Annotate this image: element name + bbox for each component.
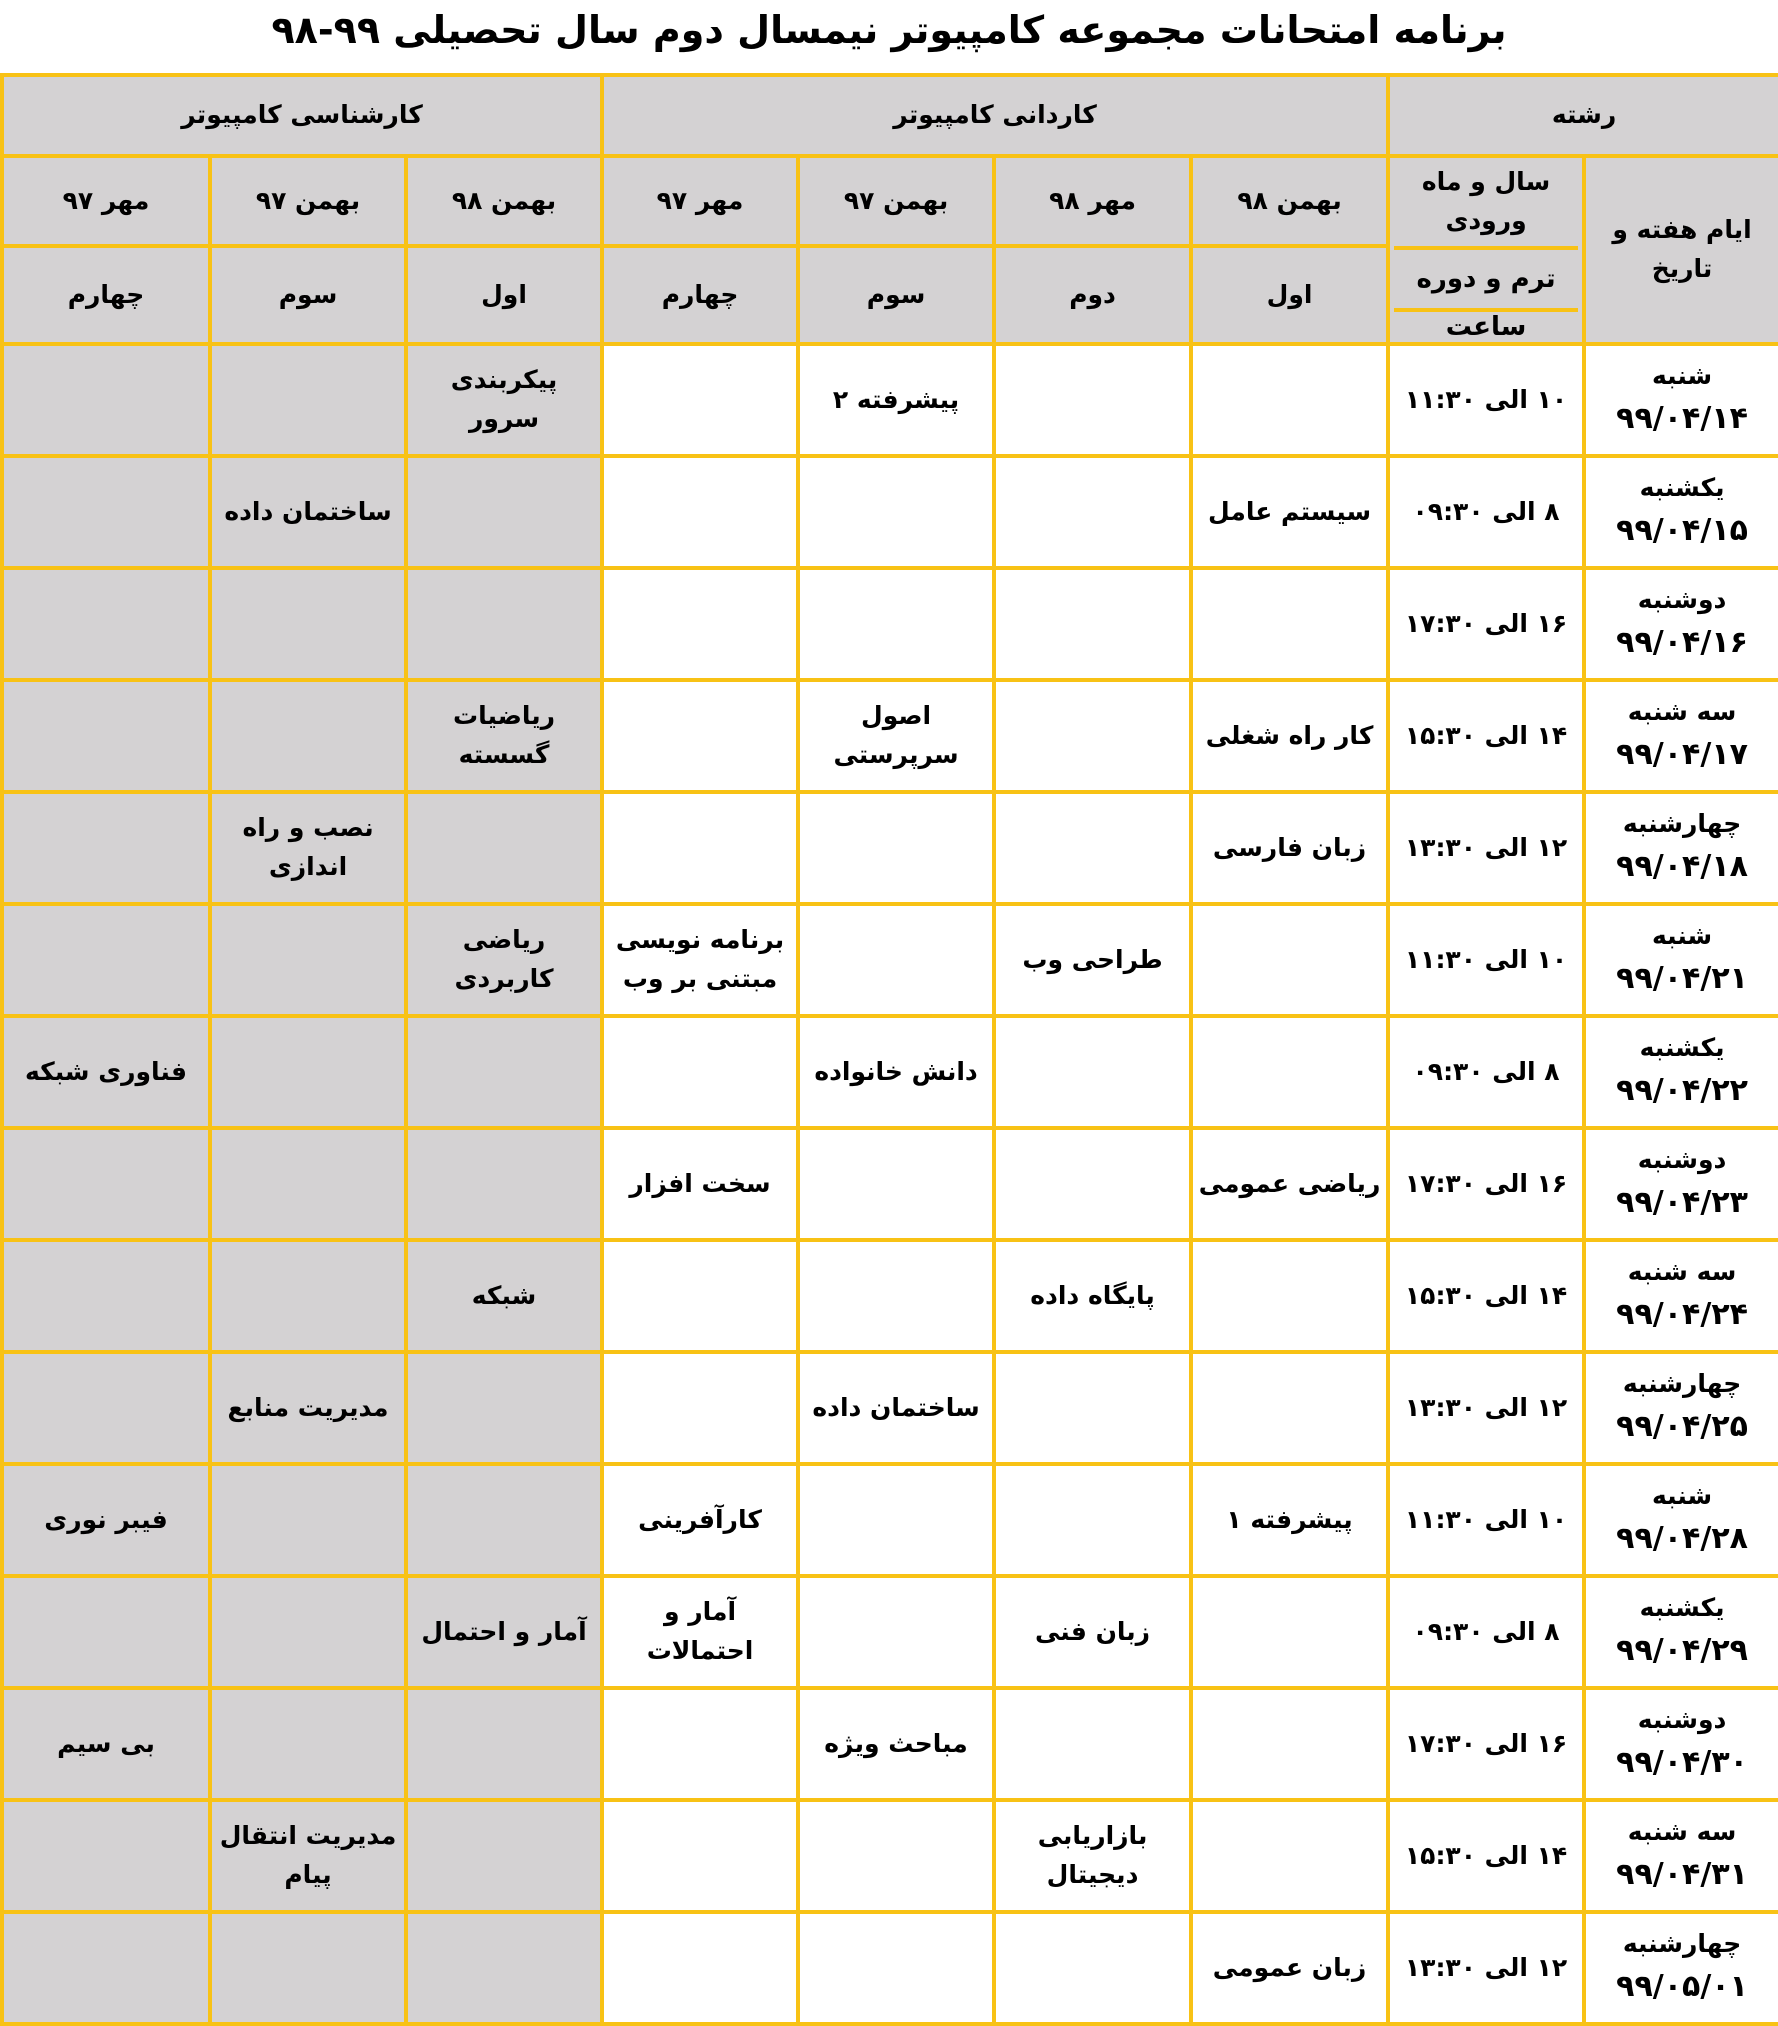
table-row [2,792,1778,904]
course-cell [1191,1800,1388,1912]
course-cell [798,904,994,1016]
time-cell: ۱۲ الی ۱۳:۳۰ [1388,1352,1584,1464]
day-date-cell [1584,904,1778,1016]
course-cell: آمار و احتمالات [602,1576,798,1688]
time-cell: ۱۶ الی ۱۷:۳۰ [1388,568,1584,680]
time-cell: ۱۰ الی ۱۱:۳۰ [1388,344,1584,456]
time-cell: ۱۶ الی ۱۷:۳۰ [1388,1688,1584,1800]
day-name: دوشنبه [1637,1705,1727,1735]
course-cell [1191,1352,1388,1464]
course-cell: پایگاه داده [994,1240,1191,1352]
course-cell [994,1464,1191,1576]
exam-schedule-table [0,73,1778,2026]
day-date-cell [1584,1240,1778,1352]
course-cell [2,1128,210,1240]
exam-date: ۹۹/۰۴/۲۱ [1616,961,1748,997]
time-cell: ۱۲ الی ۱۳:۳۰ [1388,1912,1584,2024]
exam-date: ۹۹/۰۴/۲۸ [1616,1521,1748,1557]
exam-date: ۹۹/۰۴/۱۸ [1616,849,1748,885]
time-cell: ۱۴ الی ۱۵:۳۰ [1388,680,1584,792]
time-cell: ۱۰ الی ۱۱:۳۰ [1388,904,1584,1016]
time-cell: ۸ الی ۰۹:۳۰ [1388,456,1584,568]
course-cell: طراحی وب [994,904,1191,1016]
time-cell: ۸ الی ۰۹:۳۰ [1388,1016,1584,1128]
course-cell [210,1464,406,1576]
course-cell [406,1800,602,1912]
course-cell [406,456,602,568]
course-cell [1191,1016,1388,1128]
exam-date: ۹۹/۰۴/۱۵ [1616,513,1748,549]
field-header: رشته [1388,75,1778,156]
time-cell: ۸ الی ۰۹:۳۰ [1388,1576,1584,1688]
table-row [2,1688,1778,1800]
course-cell [2,344,210,456]
course-cell [210,904,406,1016]
exam-date: ۹۹/۰۴/۲۲ [1616,1073,1748,1109]
course-cell [994,680,1191,792]
time-cell: ۱۴ الی ۱۵:۳۰ [1388,1800,1584,1912]
table-row [2,904,1778,1016]
course-cell: کارآفرینی [602,1464,798,1576]
day-date-cell [1584,1688,1778,1800]
course-cell [994,1016,1191,1128]
course-cell [210,680,406,792]
course-cell [994,568,1191,680]
course-cell: فیبر نوری [2,1464,210,1576]
day-name: یکشنبه [1639,1593,1725,1623]
course-cell [2,680,210,792]
entry-cell: بهمن ۹۸ [1191,156,1388,246]
course-cell [1191,904,1388,1016]
course-cell [994,456,1191,568]
course-cell: پیشرفته ۲ [798,344,994,456]
course-cell: فناوری شبکه [2,1016,210,1128]
day-date-cell [1584,1464,1778,1576]
schedule-body [2,344,1778,2024]
course-cell: مدیریت انتقال پیام [210,1800,406,1912]
bachelor-header: کارشناسی کامپیوتر [2,75,602,156]
day-name: سه شنبه [1627,1257,1737,1287]
day-name: چهارشنبه [1622,1929,1742,1959]
course-cell: ساختمان داده [798,1352,994,1464]
course-cell [602,1240,798,1352]
day-name: یکشنبه [1639,1033,1725,1063]
time-cell: ۱۰ الی ۱۱:۳۰ [1388,1464,1584,1576]
entry-cell: مهر ۹۷ [2,156,210,246]
day-name: شنبه [1651,361,1713,391]
course-cell [602,1688,798,1800]
course-cell [798,456,994,568]
course-cell [602,1800,798,1912]
table-row [2,1352,1778,1464]
day-name: سه شنبه [1627,697,1737,727]
exam-date: ۹۹/۰۴/۳۱ [1616,1857,1748,1893]
course-cell: بازاریابی دیجیتال [994,1800,1191,1912]
course-cell [1191,1688,1388,1800]
course-cell: زبان فارسی [1191,792,1388,904]
course-cell: نصب و راه اندازی [210,792,406,904]
day-date-header: ایام هفته و تاریخ [1584,156,1778,344]
table-row [2,568,1778,680]
course-cell: ریاضیات گسسته [406,680,602,792]
course-cell [602,344,798,456]
day-name: یکشنبه [1639,473,1725,503]
exam-date: ۹۹/۰۴/۱۷ [1616,737,1748,773]
entry-label: سال و ماه ورودی [1394,158,1578,250]
course-cell: ساختمان داده [210,456,406,568]
term-cell: سوم [798,246,994,344]
course-cell [994,1128,1191,1240]
course-cell [406,1688,602,1800]
course-cell [210,1128,406,1240]
entry-cell: بهمن ۹۷ [798,156,994,246]
course-cell: پیشرفته ۱ [1191,1464,1388,1576]
table-row [2,456,1778,568]
course-cell: برنامه نویسی مبتنی بر وب [602,904,798,1016]
day-date-cell [1584,1128,1778,1240]
course-cell [210,568,406,680]
course-cell [210,1016,406,1128]
term-cell: چهارم [602,246,798,344]
course-cell [994,344,1191,456]
exam-date: ۹۹/۰۴/۲۹ [1616,1633,1748,1669]
table-row [2,344,1778,456]
term-cell: سوم [210,246,406,344]
day-date-cell [1584,1352,1778,1464]
course-cell [406,568,602,680]
term-label: ترم و دوره [1394,250,1578,312]
exam-date: ۹۹/۰۴/۲۴ [1616,1297,1748,1333]
course-cell [1191,568,1388,680]
course-cell [994,1352,1191,1464]
course-cell [210,1688,406,1800]
course-cell [210,344,406,456]
table-row [2,1464,1778,1576]
course-cell [406,1464,602,1576]
day-date-cell [1584,1912,1778,2024]
course-cell [994,1912,1191,2024]
course-cell [602,792,798,904]
time-cell: ۱۲ الی ۱۳:۳۰ [1388,792,1584,904]
course-cell [210,1912,406,2024]
course-cell: شبکه [406,1240,602,1352]
course-cell [1191,1576,1388,1688]
course-cell: مدیریت منابع [210,1352,406,1464]
entry-cell: مهر ۹۷ [602,156,798,246]
day-name: دوشنبه [1637,585,1727,615]
exam-date: ۹۹/۰۴/۲۵ [1616,1409,1748,1445]
day-date-cell [1584,568,1778,680]
course-cell: بی سیم [2,1688,210,1800]
exam-date: ۹۹/۰۴/۱۶ [1616,625,1748,661]
course-cell [406,1912,602,2024]
course-cell [210,1576,406,1688]
course-cell [798,1576,994,1688]
course-cell [210,1240,406,1352]
course-cell [602,1016,798,1128]
day-name: شنبه [1651,921,1713,951]
course-cell [602,1352,798,1464]
exam-date: ۹۹/۰۵/۰۱ [1616,1969,1748,2005]
course-cell [2,1800,210,1912]
day-name: چهارشنبه [1622,809,1742,839]
course-cell [406,792,602,904]
course-cell: اصول سرپرستی [798,680,994,792]
day-date-cell [1584,680,1778,792]
table-row [2,1240,1778,1352]
term-cell: چهارم [2,246,210,344]
course-cell [2,1576,210,1688]
exam-date: ۹۹/۰۴/۱۴ [1616,401,1748,437]
course-cell [2,568,210,680]
exam-date: ۹۹/۰۴/۳۰ [1616,1745,1748,1781]
day-name: شنبه [1651,1481,1713,1511]
day-name: چهارشنبه [1622,1369,1742,1399]
course-cell: آمار و احتمال [406,1576,602,1688]
page-title: برنامه امتحانات مجموعه کامپیوتر نیمسال دوم سال تحصیلی ۹۹-۹۸ [271,8,1507,52]
course-cell [602,1912,798,2024]
course-cell [994,1688,1191,1800]
day-date-cell [1584,344,1778,456]
course-cell [406,1016,602,1128]
course-cell [2,456,210,568]
course-cell: سخت افزار [602,1128,798,1240]
course-cell: ریاضی عمومی [1191,1128,1388,1240]
course-cell [798,1464,994,1576]
course-cell [406,1352,602,1464]
course-cell: کار راه شغلی [1191,680,1388,792]
course-cell [602,456,798,568]
term-cell: دوم [994,246,1191,344]
course-cell [602,568,798,680]
day-date-cell [1584,456,1778,568]
course-cell [798,1912,994,2024]
table-row [2,1800,1778,1912]
course-cell: ریاضی کاربردی [406,904,602,1016]
entry-cell: بهمن ۹۷ [210,156,406,246]
hour-label: ساعت [1445,311,1527,342]
course-cell [798,568,994,680]
table-row [2,1016,1778,1128]
course-cell [798,1800,994,1912]
course-cell [798,1128,994,1240]
entry-cell: مهر ۹۸ [994,156,1191,246]
course-cell [1191,1240,1388,1352]
time-cell: ۱۶ الی ۱۷:۳۰ [1388,1128,1584,1240]
table-row [2,1128,1778,1240]
course-cell [2,1240,210,1352]
day-date-cell [1584,1576,1778,1688]
course-cell [1191,344,1388,456]
table-row [2,680,1778,792]
exam-date: ۹۹/۰۴/۲۳ [1616,1185,1748,1221]
day-date-cell [1584,792,1778,904]
associate-header: کاردانی کامپیوتر [602,75,1388,156]
course-cell [2,1912,210,2024]
course-cell: زبان عمومی [1191,1912,1388,2024]
day-date-cell [1584,1800,1778,1912]
course-cell [2,792,210,904]
table-row [2,1576,1778,1688]
course-cell: دانش خانواده [798,1016,994,1128]
course-cell [2,904,210,1016]
course-cell [798,792,994,904]
entry-term-hour-header [1388,156,1584,344]
day-name: سه شنبه [1627,1817,1737,1847]
term-cell: اول [1191,246,1388,344]
course-cell [406,1128,602,1240]
course-cell: پیکربندی سرور [406,344,602,456]
course-cell: زبان فنی [994,1576,1191,1688]
course-cell: مباحث ویژه [798,1688,994,1800]
course-cell [798,1240,994,1352]
course-cell: سیستم عامل [1191,456,1388,568]
entry-cell: بهمن ۹۸ [406,156,602,246]
day-name: دوشنبه [1637,1145,1727,1175]
course-cell [602,680,798,792]
term-cell: اول [406,246,602,344]
course-cell [2,1352,210,1464]
table-row [2,1912,1778,2024]
time-cell: ۱۴ الی ۱۵:۳۰ [1388,1240,1584,1352]
course-cell [994,792,1191,904]
day-date-cell [1584,1016,1778,1128]
